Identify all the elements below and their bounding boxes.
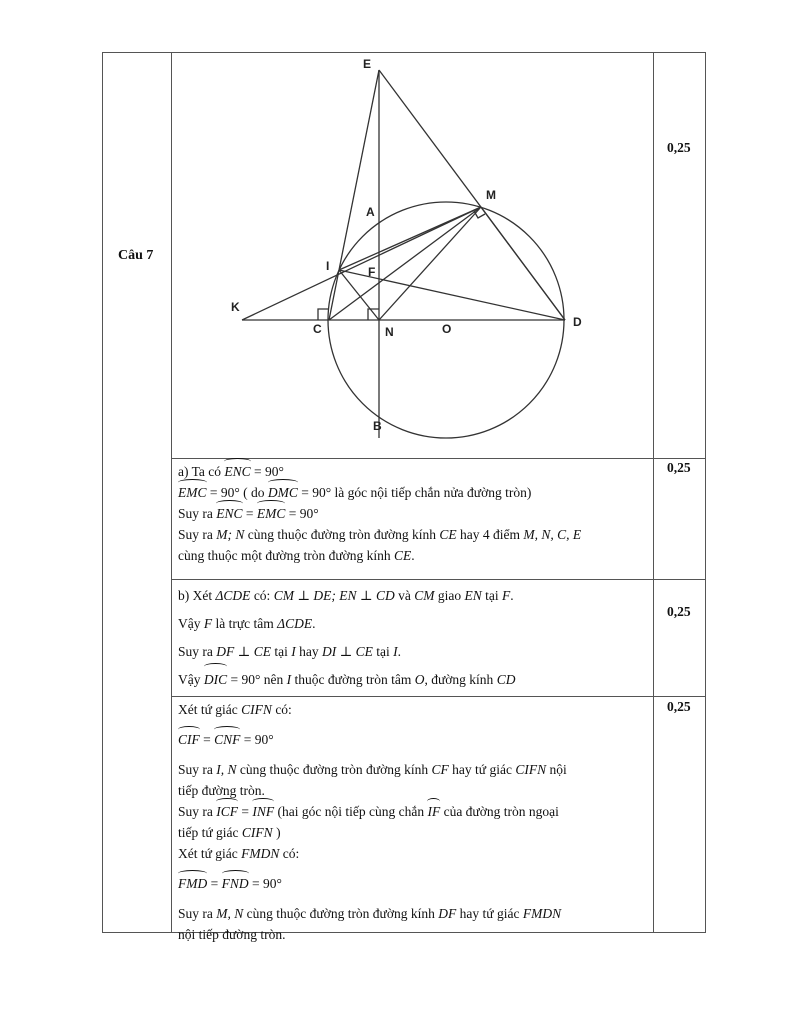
point-label-e: E (363, 57, 372, 71)
segment-m-d (481, 207, 565, 320)
point-label-c: C (313, 322, 322, 336)
part-c-line-9: Suy ra M, N cùng thuộc đường tròn đường kính DF hay tứ giác FMDN (178, 906, 562, 921)
part-c-line-3: Suy ra I, N cùng thuộc đường tròn đường kính CF hay tứ giác CIFN nội (178, 762, 567, 777)
part-c-line-5: Suy ra ICF = INF (hai góc nội tiếp cùng chắn IF của đường tròn ngoại (178, 801, 648, 822)
table-right-border (705, 52, 706, 933)
segment-k-m (242, 207, 481, 320)
part-b-line-1: b) Xét ΔCDE có: CM ⊥ DE; EN ⊥ CD và CM giao EN tại F. (178, 588, 514, 603)
point-label-o: O (442, 322, 452, 336)
point-label-b: B (373, 419, 382, 433)
part-a-line-2: EMC = 90° ( do DMC = 90° là góc nội tiếp chắn nửa đường tròn) (178, 482, 648, 503)
point-label-n: N (385, 325, 394, 339)
part-a-line-5: cùng thuộc một đường tròn đường kính CE. (178, 548, 415, 563)
row-divider-2 (171, 579, 706, 580)
angle-enc: ENC (224, 461, 250, 482)
part-b-line-3: Suy ra DF ⊥ CE tại I hay DI ⊥ CE tại I. (178, 644, 402, 659)
question-label: Câu 7 (118, 248, 154, 263)
part-c-line-6: tiếp tứ giác CIFN ) (178, 825, 281, 840)
point-label-i: I (326, 259, 330, 273)
part-c-line-7: Xét tứ giác FMDN có: (178, 846, 300, 861)
part-b-line-2: Vậy F là trực tâm ΔCDE. (178, 616, 316, 631)
part-a-line-1: a) Ta có ENC = 90° (178, 461, 648, 482)
part-c-content (178, 699, 648, 945)
angle-dmc: DMC (268, 482, 298, 503)
part-c-line-2: CIF = CNF = 90° (178, 729, 648, 750)
point-label-d: D (573, 315, 582, 329)
angle-dic: DIC (204, 666, 227, 694)
right-angle-c (318, 309, 329, 320)
score-row-3: 0,25 (667, 604, 691, 619)
part-c-line-1: Xét tứ giác CIFN có: (178, 702, 292, 717)
part-b-content (178, 582, 648, 694)
table-left-border (102, 52, 103, 933)
part-c-line-10: nội tiếp đường tròn. (178, 927, 286, 942)
row-divider-1 (171, 458, 706, 459)
column-divider-2 (653, 52, 654, 933)
score-row-1: 0,25 (667, 140, 691, 155)
point-label-a: A (366, 205, 375, 219)
part-c-line-4: tiếp đường tròn. (178, 783, 265, 798)
score-row-2: 0,25 (667, 460, 691, 475)
score-row-4: 0,25 (667, 699, 691, 714)
row-divider-3 (171, 696, 706, 697)
angle-emc: EMC (178, 482, 207, 503)
part-c-line-8: FMD = FND = 90° (178, 873, 648, 894)
segment-e-c (329, 70, 379, 320)
point-label-f: F (368, 265, 376, 279)
segment-n-m (379, 207, 481, 320)
part-a-content (178, 461, 648, 566)
point-label-m: M (486, 188, 496, 202)
point-label-k: K (231, 300, 240, 314)
part-b-line-4: Vậy DIC = 90° nên I thuộc đường tròn tâm O, đường kính CD (178, 666, 648, 694)
geometry-figure (172, 53, 653, 458)
part-a-line-4: Suy ra M; N cùng thuộc đường tròn đường kính CE hay 4 điểm M, N, C, E (178, 527, 582, 542)
part-a-line-3: Suy ra ENC = EMC = 90° (178, 503, 648, 524)
segment-c-m (329, 207, 481, 320)
